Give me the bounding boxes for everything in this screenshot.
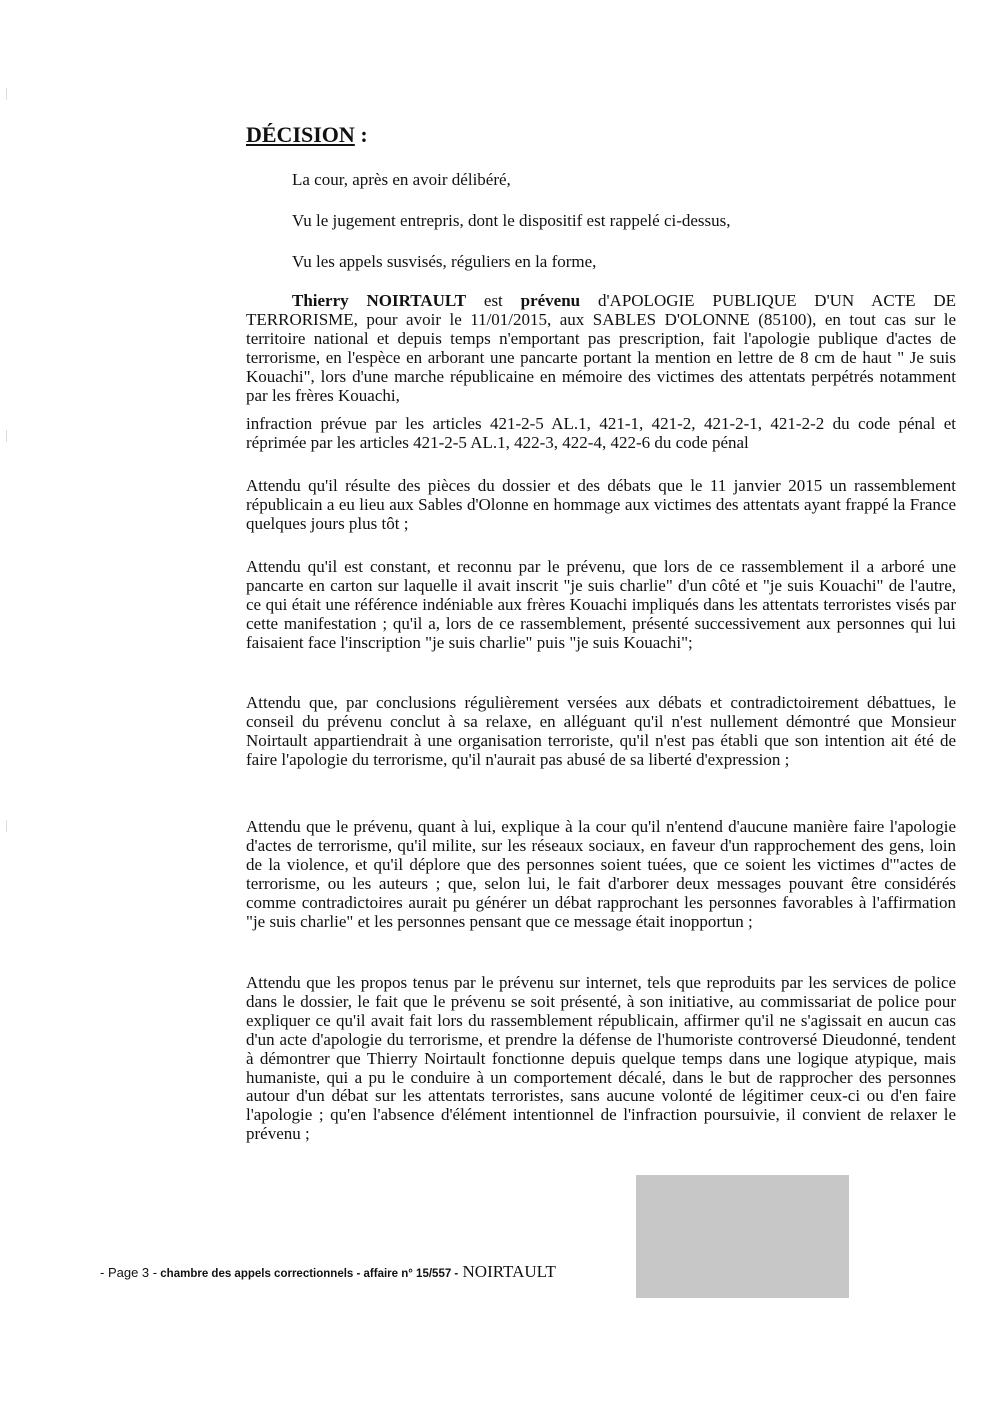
footer-chamber: chambre des appels correctionnels - affaire n° 15/557 -: [157, 1268, 459, 1280]
intro-line: Vu le jugement entrepris, dont le dispositif est rappelé ci-dessus,: [292, 211, 731, 230]
intro-line: La cour, après en avoir délibéré,: [292, 170, 511, 189]
redacted-stamp-area: [636, 1175, 849, 1298]
scan-mark: [6, 88, 7, 100]
footer-case-name: NOIRTAULT: [458, 1262, 556, 1281]
defendant-name: Thierry NOIRTAULT: [292, 291, 467, 310]
attendu-paragraph: Attendu qu'il est constant, et reconnu par le prévenu, que lors de ce rassemblement il a arboré une pancarte en carton sur laquelle il avait inscrit "je suis charlie" d'un côté et "je suis Kouachi" de l'autre, ce qui était une référence indéniable aux frères Kouachi impliqués dans les attentats terroristes visés par cette manifestation ; qu'il a, lors de ce rassemblement, présenté successivement aux personnes qui lui faisaient face l'inscription "je suis charlie" puis "je suis Kouachi";: [246, 557, 956, 652]
charge-articles: infraction prévue par les articles 421-2-5 AL.1, 421-1, 421-2, 421-2-1, 421-2-2 du code pénal et réprimée par les articles 421-2-5 AL.1, 422-3, 422-4, 422-6 du code pénal: [246, 414, 956, 452]
heading-suffix: :: [354, 122, 368, 147]
heading-title: DÉCISION: [246, 122, 355, 147]
charge-text: est: [466, 291, 521, 310]
defendant-status: prévenu: [520, 291, 581, 310]
attendu-paragraph: Attendu que les propos tenus par le prévenu sur internet, tels que reproduits par les services de police dans le dossier, le fait que le prévenu se soit présenté, à son initiative, au commissariat de police pour expliquer ce qu'il avait fait lors du rassemblement républicain, affirmer qu'il ne s'agissait en aucun cas d'un acte d'apologie du terrorisme, et prendre la défense de l'humoriste controversé Dieudonné, tendent à démontrer que Thierry Noirtault fonctionne depuis quelque temps dans une logique atypique, mais humaniste, qui a pu le conduire à un comportement décalé, dans le but de rapprocher des personnes autour d'un débat sur les attentats terroristes, sans aucune volonté de légitimer ceux-ci ou d'en faire l'apologie ; qu'en l'absence d'élément intentionnel de l'infraction poursuivie, il convient de relaxer le prévenu ;: [246, 973, 956, 1144]
decision-heading: [246, 122, 368, 148]
footer-page-number: - Page 3 -: [100, 1265, 158, 1280]
charge-paragraph: [246, 292, 956, 405]
attendu-paragraph: Attendu que, par conclusions régulièrement versées aux débats et contradictoirement débattues, le conseil du prévenu conclut à sa relaxe, en alléguant qu'il n'est nullement démontré que Monsieur Noirtault appartiendrait à une organisation terroriste, qu'il n'est pas établi que son intention ait été de faire l'apologie du terrorisme, qu'il n'aurait pas abusé de sa liberté d'expression ;: [246, 693, 956, 769]
charge-text: d'APOLOGIE PUBLIQUE D'UN ACTE DE TERRORISME, pour avoir le 11/01/2015, aux SABLES D'OLONNE (85100), en tout cas sur le territoire national et depuis temps n'emportant pas prescription, fait l'apologie publique d'actes de terrorisme, en l'espèce en arborant une pancarte portant la mention en lettre de 8 cm de haut " Je suis Kouachi", lors d'une marche républicaine en mémoire des victimes des attentats perpétrés notamment par les frères Kouachi,: [246, 291, 956, 405]
page-footer: [100, 1262, 556, 1282]
scan-mark: [6, 430, 7, 442]
attendu-paragraph: Attendu que le prévenu, quant à lui, explique à la cour qu'il n'entend d'aucune manière faire l'apologie d'actes de terrorisme, qu'il milite, sur les réseaux sociaux, en faveur d'un rapprochement des gens, loin de la violence, et qu'il déplore que des personnes soient tuées, que ce soient les victimes d'"actes de terrorisme, ou les auteurs ; que, selon lui, le fait d'arborer deux messages pouvant être considérés comme contradictoires aurait pu générer un débat rapprochant les personnes favorables à l'affirmation "je suis charlie" et les personnes pensant que ce message était inopportun ;: [246, 817, 956, 931]
intro-line: Vu les appels susvisés, réguliers en la forme,: [292, 252, 597, 271]
attendu-paragraph: Attendu qu'il résulte des pièces du dossier et des débats que le 11 janvier 2015 un rassemblement républicain a eu lieu aux Sables d'Olonne en hommage aux victimes des attentats ayant frappé la France quelques jours plus tôt ;: [246, 476, 956, 533]
scan-mark: [6, 820, 7, 832]
